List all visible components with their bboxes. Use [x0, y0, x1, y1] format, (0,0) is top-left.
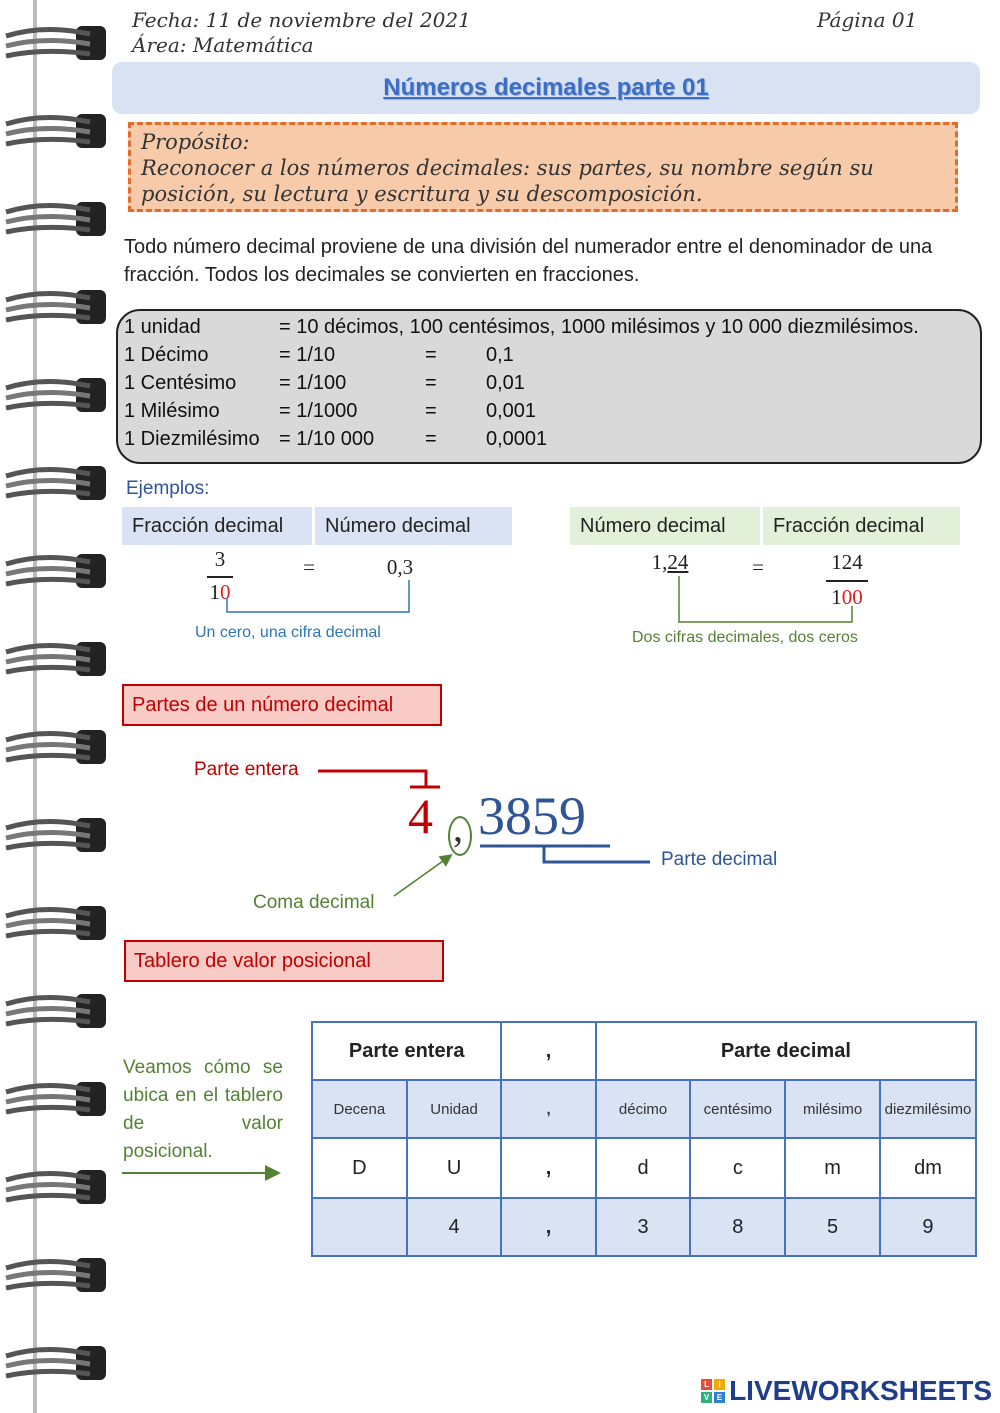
- unit-decimal: 0,01: [486, 372, 525, 394]
- cell: [312, 1198, 407, 1256]
- equals-sign: =: [752, 555, 764, 579]
- cell: m: [785, 1138, 880, 1198]
- examples-label: Ejemplos:: [126, 478, 210, 499]
- liveworksheets-logo: [701, 1375, 992, 1407]
- spiral-ring: [4, 990, 108, 1034]
- decimal-pointer: [478, 843, 658, 867]
- spiral-ring: [4, 286, 108, 330]
- page-title: Números decimales parte 01: [383, 74, 709, 101]
- comma-header: ,: [501, 1022, 595, 1080]
- spiral-ring: [4, 462, 108, 506]
- decimal-digits: 3859: [478, 786, 586, 846]
- spiral-ring: [4, 814, 108, 858]
- spiral-ring: [4, 1166, 108, 1210]
- spiral-ring: [4, 22, 108, 66]
- cell: 8: [690, 1198, 785, 1256]
- left-header-fraction: Fracción decimal: [122, 507, 312, 545]
- unit-decimal: 0,1: [486, 344, 514, 366]
- logo-block: L: [701, 1379, 712, 1390]
- cell: ,: [501, 1080, 595, 1138]
- left-bracket: [220, 578, 420, 618]
- spiral-ring: [4, 1342, 108, 1386]
- unit-value: = 1/10 000: [279, 428, 375, 450]
- cell: ,: [501, 1198, 595, 1256]
- integer-digit: 4: [408, 788, 433, 844]
- purpose-text: Reconocer a los números decimales: sus partes, su nombre según su posición, su lectura y escritura y su descomposición.: [141, 156, 874, 206]
- table-row: [312, 1138, 976, 1198]
- spiral-ring: [4, 638, 108, 682]
- cell: 3: [596, 1198, 691, 1256]
- left-header-decimal: Número decimal: [315, 507, 512, 545]
- right-note: Dos cifras decimales, dos ceros: [632, 629, 858, 646]
- cell: 4: [407, 1198, 502, 1256]
- cell: diezmilésimo: [880, 1080, 976, 1138]
- date-text: Fecha: 11 de noviembre del 2021: [132, 8, 471, 32]
- unit-name: 1 Centésimo: [124, 372, 237, 394]
- decimal-comma: ,: [453, 805, 463, 850]
- equals-sign: =: [303, 555, 315, 579]
- unit-name: 1 Diezmilésimo: [124, 428, 260, 450]
- side-arrow: [122, 1163, 287, 1183]
- cell: D: [312, 1138, 407, 1198]
- spiral-ring: [4, 374, 108, 418]
- side-note: Veamos cómo se ubica en el tablero de valor posicional.: [123, 1057, 283, 1162]
- page-number: Página 01: [817, 8, 918, 32]
- cell: Unidad: [407, 1080, 502, 1138]
- right-bracket: [670, 574, 870, 624]
- title-bar: [112, 62, 980, 114]
- integer-part-label: Parte entera: [194, 759, 299, 780]
- logo-block: E: [714, 1392, 725, 1403]
- unit-eq: =: [425, 428, 437, 450]
- parts-tag: Partes de un número decimal: [122, 684, 442, 726]
- cell: Decena: [312, 1080, 407, 1138]
- unit-decimal: 0,001: [486, 400, 537, 422]
- table-row: [312, 1198, 976, 1256]
- right-header-decimal: Número decimal: [570, 507, 760, 545]
- logo-block: V: [701, 1392, 712, 1403]
- fraction-numerator: 3: [214, 547, 226, 571]
- intro-paragraph: Todo número decimal proviene de una división del numerador entre el denominador de una fracción. Todos los decimales se convierten en fracciones.: [124, 236, 933, 286]
- spiral-ring: [4, 198, 108, 242]
- unit-name: 1 Décimo: [124, 344, 209, 366]
- fraction-denominator: 100: [831, 585, 863, 609]
- integer-header: Parte entera: [312, 1022, 501, 1080]
- spiral-ring: [4, 1254, 108, 1298]
- table-row: [312, 1022, 976, 1080]
- right-header-fraction: Fracción decimal: [763, 507, 960, 545]
- comma-label: Coma decimal: [253, 892, 375, 913]
- unit-eq: =: [425, 400, 437, 422]
- logo-block: I: [714, 1379, 725, 1390]
- cell: ,: [501, 1138, 595, 1198]
- decimal-example: 0,3: [386, 555, 414, 579]
- cell: décimo: [596, 1080, 691, 1138]
- area-text: Área: Matemática: [132, 33, 314, 57]
- unit-value: = 1/10: [279, 344, 336, 366]
- cell: d: [596, 1138, 691, 1198]
- place-value-table: [311, 1021, 977, 1257]
- spiral-ring: [4, 1078, 108, 1122]
- unit-eq: =: [425, 372, 437, 394]
- unit-eq: =: [425, 344, 437, 366]
- cell: centésimo: [690, 1080, 785, 1138]
- unit-value: = 1/1000: [279, 400, 358, 422]
- cell: 5: [785, 1198, 880, 1256]
- decimal-part-label: Parte decimal: [661, 849, 778, 870]
- table-row: [312, 1080, 976, 1138]
- cell: dm: [880, 1138, 976, 1198]
- decimal-example: 1,24: [651, 550, 689, 574]
- spiral-ring: [4, 110, 108, 154]
- cell: 9: [880, 1198, 976, 1256]
- spiral-ring: [4, 550, 108, 594]
- logo-icon: [701, 1379, 725, 1403]
- left-note: Un cero, una cifra decimal: [195, 624, 381, 641]
- spiral-ring: [4, 726, 108, 770]
- unit-decimal: 0,0001: [486, 428, 548, 450]
- comma-arrow: [390, 852, 460, 902]
- unit-value: = 1/100: [279, 372, 347, 394]
- logo-text: LIVEWORKSHEETS: [729, 1375, 992, 1406]
- unit-name: 1 unidad: [124, 316, 201, 338]
- purpose-label: Propósito:: [141, 130, 250, 154]
- fraction-denominator: 10: [209, 580, 231, 604]
- cell: c: [690, 1138, 785, 1198]
- decimal-header: Parte decimal: [596, 1022, 976, 1080]
- fraction-numerator: 124: [831, 550, 863, 574]
- spiral-ring: [4, 902, 108, 946]
- table-tag: Tablero de valor posicional: [124, 940, 444, 982]
- cell: U: [407, 1138, 502, 1198]
- purpose-box: [128, 122, 958, 212]
- unit-value: = 10 décimos, 100 centésimos, 1000 milésimos y 10 000 diezmilésimos.: [279, 316, 919, 338]
- unit-name: 1 Milésimo: [124, 400, 220, 422]
- cell: milésimo: [785, 1080, 880, 1138]
